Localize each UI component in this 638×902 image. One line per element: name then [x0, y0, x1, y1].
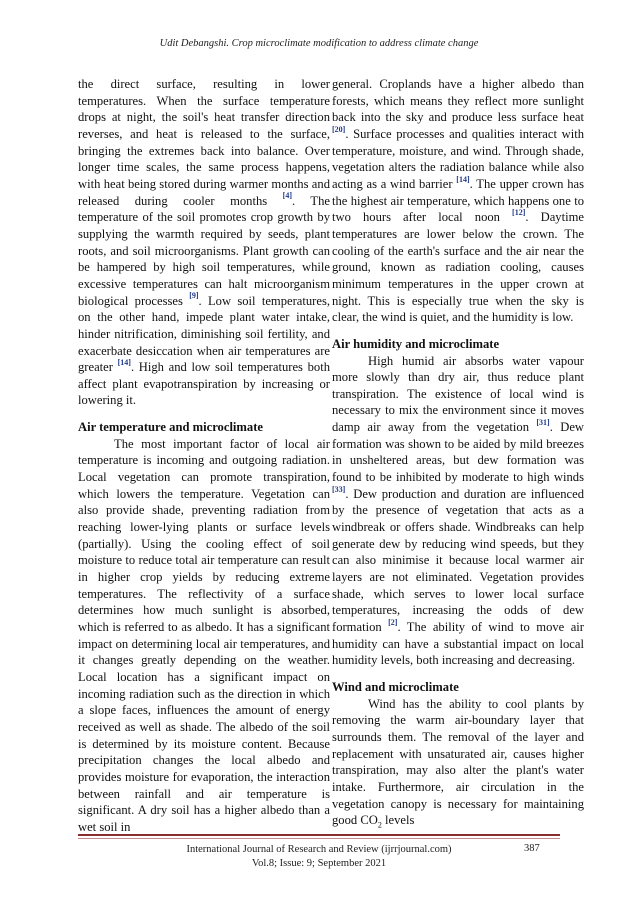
page-number: 387 — [524, 843, 540, 854]
subscript: 2 — [377, 820, 382, 830]
citation-ref[interactable]: [12] — [512, 208, 526, 218]
footer-journal: International Journal of Research and Review (ijrrjournal.com) — [186, 844, 452, 855]
paragraph-albedo: general. Croplands have a higher albedo than forests, which means they reflect more sunlight back into the sky and produce less surface heat [20]. Surface processes and qualities interact with temperature, moisture, and wind. Through shade, vegetation alters the radiation balance while also acting as a wind barrier [14]. The upper crown has the highest air temperature, which happens one to two hours after local noon [12]. Daytime temperatures are lower below the crown. The cooling of the earth's surface and the air near the ground, known as radiation cooling, causes minimum temperatures in the upper crown at night. This is especially true when the sky is clear, the wind is quiet, and the humidity is low. — [332, 77, 584, 325]
citation-ref[interactable]: [14] — [117, 357, 131, 367]
citation-ref[interactable]: [4] — [282, 191, 292, 201]
section-heading-air-temperature: Air temperature and microclimate — [78, 420, 264, 435]
citation-ref[interactable]: [14] — [456, 174, 470, 184]
citation-ref[interactable]: [20] — [332, 124, 346, 134]
paragraph-soil-temperature: the direct surface, resulting in lower temperatures. When the surface temperature drops at night, the soil's heat transfer direction reverses, and heat is released to the surface, bringing the extremes back into balance. Over longer time scales, the same process happens, with heat being stored during warmer months and released during cooler months [4]. The temperature of the soil promotes crop growth by supplying the warmth required by seeds, plant roots, and soil microorganisms. Plant growth can be hampered by high soil temperatures, while excessive temperatures can halt microorganism biological processes [9]. Low soil temperatures, on the other hand, impede plant water intake, hinder nitrification, diminishing soil fertility, and exacerbate desiccation when air temperatures are greater [14]. High and low soil temperatures both affect plant evapotranspiration by increasing or lowering it. — [78, 77, 331, 408]
citation-ref[interactable]: [9] — [189, 291, 199, 301]
running-header: Udit Debangshi. Crop microclimate modification to address climate change — [159, 38, 479, 49]
paragraph-wind: Wind has the ability to cool plants by removing the warm air-boundary layer that surrounds them. The removal of the layer and replacement with unsaturated air, causes higher transpiration, may also alter the plant's water intake. Furthermore, air circulation in the vegetation canopy is necessary for maintaining good $CO_2$ levels — [332, 696, 584, 830]
paragraph-air-temperature: The most important factor of local air temperature is incoming and outgoing radiation. Local vegetation can promote transpiration, which lowers the temperature. Vegetation can also provide shade, preventing radiation from reaching lower-lying plants or surface levels (partially). Using the cooling effect of soil moisture to reduce total air temperature can result in higher crop yields by reducing extreme temperatures. The reflectivity of a surface determines how much sunlight is absorbed, which is referred to as albedo. It has a significant impact on determining local air temperatures, and it changes greatly depending on the weather. Local location has a significant impact on incoming radiation such as the direction in which a slope faces, influences the amount of energy received as well as shade. The albedo of the soil is determined by its moisture content. Because precipitation changes the local albedo and provides moisture for evaporation, the interaction between rainfall and air temperature is significant. A dry soil has a higher albedo than a wet soil in — [78, 436, 330, 834]
citation-ref[interactable]: [33] — [332, 484, 346, 494]
citation-ref[interactable]: [31] — [536, 417, 550, 427]
page-footer — [0, 843, 638, 871]
section-heading-air-humidity: Air humidity and microclimate — [332, 336, 500, 351]
footer-issue: Vol.8; Issue: 9; September 2021 — [251, 858, 387, 869]
footer-divider — [78, 834, 560, 836]
left-column — [78, 76, 330, 836]
right-column — [332, 76, 584, 829]
section-heading-wind: Wind and microclimate — [332, 679, 459, 694]
citation-ref[interactable]: [2] — [388, 617, 398, 627]
paragraph-air-humidity: High humid air absorbs water vapour more slowly than dry air, thus reduce plant transpiration. The existence of local wind is necessary to mix the environment since it moves damp air away from the vegetation [31]. Dew formation was shown to be aided by mild breezes in unsheltered areas, but dew formation was found to be inhibited by moderate to high winds [33]. Dew production and duration are influenced by the presence of vegetation that acts as a windbreak or offers shade. Windbreaks can help generate dew by reducing wind speeds, but they can also minimise it because local warmer air layers are not eliminated. Vegetation provides shade, which serves to lower local surface temperatures, increasing the odds of dew formation [2]. The ability of wind to move air humidity can have a substantial impact on local humidity levels, both increasing and decreasing. — [332, 353, 585, 668]
footer-divider-thin — [78, 838, 560, 839]
